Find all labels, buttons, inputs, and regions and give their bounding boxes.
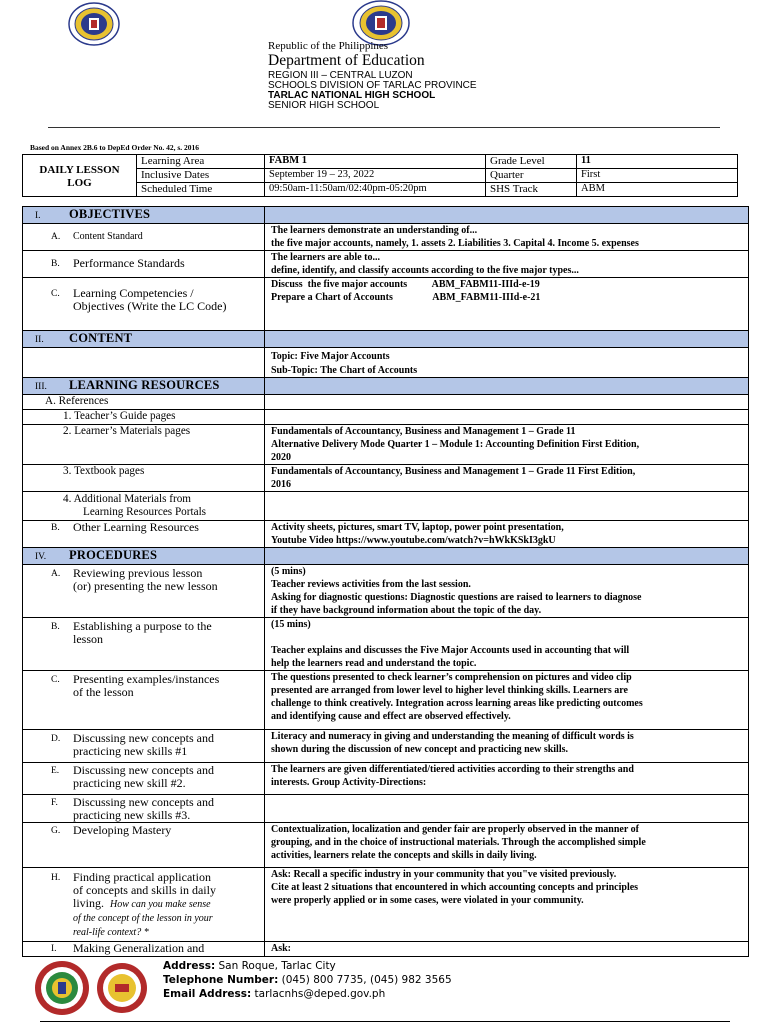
procedure-c-cell [23,671,265,730]
additional-materials-value [265,492,749,521]
content-standard-cell [23,224,265,251]
references-label: A. References [45,395,109,407]
text-line: interests. Group Activity-Directions: [271,777,427,788]
learners-materials-label: 2. Learner’s Materials pages [63,425,191,437]
section-number: III. [35,382,47,392]
text-line: Ask: Recall a specific industry in your community that you"ve visited previously. [271,869,617,880]
text-line: 2016 [271,479,291,490]
item-index: B. [51,622,60,632]
section-band [265,548,749,565]
deped-seal-left [68,2,120,46]
school-name: TARLAC NATIONAL HIGH SCHOOL [268,90,436,101]
scheduled-time-value: 09:50am-11:50am/02:40pm-05:20pm [265,183,486,197]
item-label: of the lesson [73,685,134,699]
item-label: Developing Mastery [73,823,172,837]
procedure-e-cell [23,763,265,795]
section-objectives [23,207,265,224]
other-resources-cell [23,521,265,548]
division-text: SCHOOLS DIVISION OF TARLAC PROVINCE [268,80,477,91]
section-title: PROCEDURES [69,548,158,562]
references-value [265,395,749,410]
content-empty-cell [23,348,265,378]
additional-label: Learning Resources Portals [83,506,207,518]
text-line: Contextualization, localization and gender fair are properly observed in the manner of [271,824,639,835]
shs-seal-logo [95,962,149,1014]
item-index: A. [51,569,61,579]
item-label: Reviewing previous lesson [73,566,203,580]
procedure-f-value [265,795,749,823]
dll-title: DAILY LESSON LOG [23,155,137,197]
procedure-b-cell [23,618,265,671]
footer-logos [33,960,153,1016]
item-index: F. [51,798,58,808]
shs-text: SENIOR HIGH SCHOOL [268,100,380,111]
quarter-label: Quarter [486,169,577,183]
item-index: I. [51,944,57,954]
performance-standards-cell [23,251,265,278]
learners-materials-value [265,425,749,465]
item-label: of concepts and skills in daily [73,883,216,897]
section-procedures [23,548,265,565]
text-line: The learners are given differentiated/tiered activities according to their strengths and [271,764,634,775]
inclusive-dates-value: September 19 – 23, 2022 [265,169,486,183]
text-line: activities, learners relate the concepts and skills in daily living. [271,850,537,861]
text-line: Prepare a Chart of Accounts ABM_FABM11-IIId-e-21 [271,292,541,303]
guide-question: real-life context? * [73,927,149,938]
text-line: define, identify, and classify accounts according to the five major types... [271,265,579,276]
references-cell [23,395,265,410]
procedure-d-value [265,730,749,763]
topic-text: Topic: Five Major Accounts [271,351,390,362]
item-index: A. [51,232,61,242]
section-number: I. [35,211,41,221]
section-title: CONTENT [69,331,133,345]
item-label: Making Generalization and [73,941,205,955]
procedure-b-value [265,618,749,671]
quarter-value: First [577,169,738,183]
text-line: The learners are able to... [271,252,380,263]
item-label: Objectives (Write the LC Code) [73,299,227,313]
text-line: presented are arranged from lower level to higher level thinking skills. Learners are [271,685,628,696]
text-line: Activity sheets, pictures, smart TV, laptop, power point presentation, [271,522,564,533]
email-label: Email Address: [163,988,252,1000]
item-label: Establishing a purpose to the [73,619,212,633]
item-label: living. [73,896,105,910]
procedure-d-cell [23,730,265,763]
lesson-info-table [22,154,738,197]
section-band [265,207,749,224]
lesson-plan-table [22,206,749,957]
address-value: San Roque, Tarlac City [215,960,336,972]
section-content [23,331,265,348]
text-line: if they have background information about the topic of the day. [271,605,542,616]
procedure-f-cell [23,795,265,823]
item-index: E. [51,766,60,776]
performance-standards-value [265,251,749,278]
footer-telephone [163,974,452,986]
header-divider [48,127,720,128]
additional-label: 4. Additional Materials from [63,493,192,505]
address-label: Address: [163,960,216,972]
grade-level-value: 11 [577,155,738,169]
learning-area-label: Learning Area [137,155,265,169]
procedure-i-cell [23,942,265,957]
item-label: practicing new skill #2. [73,776,186,790]
procedure-a-value [265,565,749,618]
item-label: Learning Competencies / [73,286,194,300]
annex-note: Based on Annex 2B.6 to DepEd Order No. 42, s. 2016 [30,143,200,152]
section-title: LEARNING RESOURCES [69,378,220,392]
text-line: help the learners read and understand the topic. [271,658,477,669]
item-label: Discussing new concepts and [73,763,214,777]
department-title: Department of Education [268,52,425,69]
textbook-cell [23,465,265,492]
section-learning-resources [23,378,265,395]
procedure-g-value [265,823,749,868]
procedure-h-cell [23,868,265,942]
section-band [265,331,749,348]
footer-address [163,960,336,972]
item-index: C. [51,675,60,685]
text-line: Asking for diagnostic questions: Diagnostic questions are raised to learners to diagnose [271,592,642,603]
procedure-i-value [265,942,749,957]
telephone-label: Telephone Number: [163,974,279,986]
content-topic-value [265,348,749,378]
competencies-cell [23,278,265,331]
inclusive-dates-label: Inclusive Dates [137,169,265,183]
item-index: C. [51,289,60,299]
item-index: D. [51,734,61,744]
grade-level-label: Grade Level [486,155,577,169]
teachers-guide-label: 1. Teacher’s Guide pages [63,410,176,422]
item-index: H. [51,873,61,883]
text-line: Literacy and numeracy in giving and understanding the meaning of difficult words is [271,731,634,742]
item-index: B. [51,523,60,533]
learners-materials-cell [23,425,265,465]
track-label: SHS Track [486,183,577,197]
text-line: The questions presented to check learner’s comprehension on pictures and video clip [271,672,632,683]
procedure-c-value [265,671,749,730]
school-seal-logo [33,960,91,1016]
learning-area-value: FABM 1 [265,155,486,169]
text-line: the five major accounts, namely, 1. assets 2. Liabilities 3. Capital 4. Income 5. expenses [271,238,639,249]
email-value: tarlacnhs@deped.gov.ph [251,988,386,1000]
item-label: practicing new skills #1 [73,744,188,758]
text-line: challenge to think creatively. Integration across learning areas like predicting outcomes [271,698,643,709]
additional-materials-cell [23,492,265,521]
footer-email [163,988,385,1000]
text-line: Fundamentals of Accountancy, Business and Management 1 – Grade 11 [271,426,576,437]
region-text: REGION III – CENTRAL LUZON [268,70,413,81]
telephone-value: (045) 800 7735, (045) 982 3565 [278,974,452,986]
item-label: lesson [73,632,103,646]
item-label: Content Standard [73,231,143,242]
republic-text: Republic of the Philippines [268,40,389,52]
guide-question: of the concept of the lesson in your [73,913,213,924]
item-label: Discussing new concepts and [73,795,214,809]
text-line: grouping, and in the choice of instructional materials. Through the accomplished simple [271,837,646,848]
section-band [265,378,749,395]
text-line: were properly applied or in some cases, were violated in your community. [271,895,584,906]
text-line: shown during the discussion of new concept and practicing new skills. [271,744,568,755]
procedure-a-cell [23,565,265,618]
teachers-guide-value [265,410,749,425]
competencies-value [265,278,749,331]
section-number: IV. [35,552,47,562]
other-resources-value [265,521,749,548]
text-line: Teacher explains and discusses the Five Major Accounts used in accounting that will [271,645,630,656]
content-standard-value [265,224,749,251]
text-line: and identifying cause and effect are observed effectively. [271,711,511,722]
procedure-g-cell [23,823,265,868]
text-line: (5 mins) [271,566,306,577]
teachers-guide-cell [23,410,265,425]
text-line: Teacher reviews activities from the last session. [271,579,471,590]
section-number: II. [35,335,44,345]
track-value: ABM [577,183,738,197]
textbook-value [265,465,749,492]
guide-question: How can you make sense [110,899,211,910]
section-title: OBJECTIVES [69,207,151,221]
text-line: Cite at least 2 situations that encountered in which accounting concepts and principles [271,882,639,893]
text-line: Discuss the five major accounts ABM_FABM11-IIId-e-19 [271,279,540,290]
item-label: Discussing new concepts and [73,731,214,745]
text-line: Youtube Video https://www.youtube.com/watch?v=hWkKSkI3gkU [271,535,556,546]
item-label: Performance Standards [73,256,185,270]
text-line: Fundamentals of Accountancy, Business and Management 1 – Grade 11 First Edition, [271,466,636,477]
footer-divider [40,1021,730,1022]
scheduled-time-label: Scheduled Time [137,183,265,197]
procedure-e-value [265,763,749,795]
item-index: B. [51,259,60,269]
text-line: (15 mins) [271,619,311,630]
item-label: practicing new skills #3. [73,808,191,822]
subtopic-text: Sub-Topic: The Chart of Accounts [271,365,418,376]
procedure-h-value [265,868,749,942]
text-line: Alternative Delivery Mode Quarter 1 – Module 1: Accounting Definition First Edition, [271,439,640,450]
text-line: Ask: [271,943,292,954]
item-label: Presenting examples/instances [73,672,220,686]
text-line: The learners demonstrate an understanding of... [271,225,478,236]
textbook-label: 3. Textbook pages [63,465,145,477]
text-line: 2020 [271,452,291,463]
item-label: Other Learning Resources [73,520,199,534]
item-label: (or) presenting the new lesson [73,579,218,593]
item-index: G. [51,826,61,836]
item-label: Finding practical application [73,870,211,884]
